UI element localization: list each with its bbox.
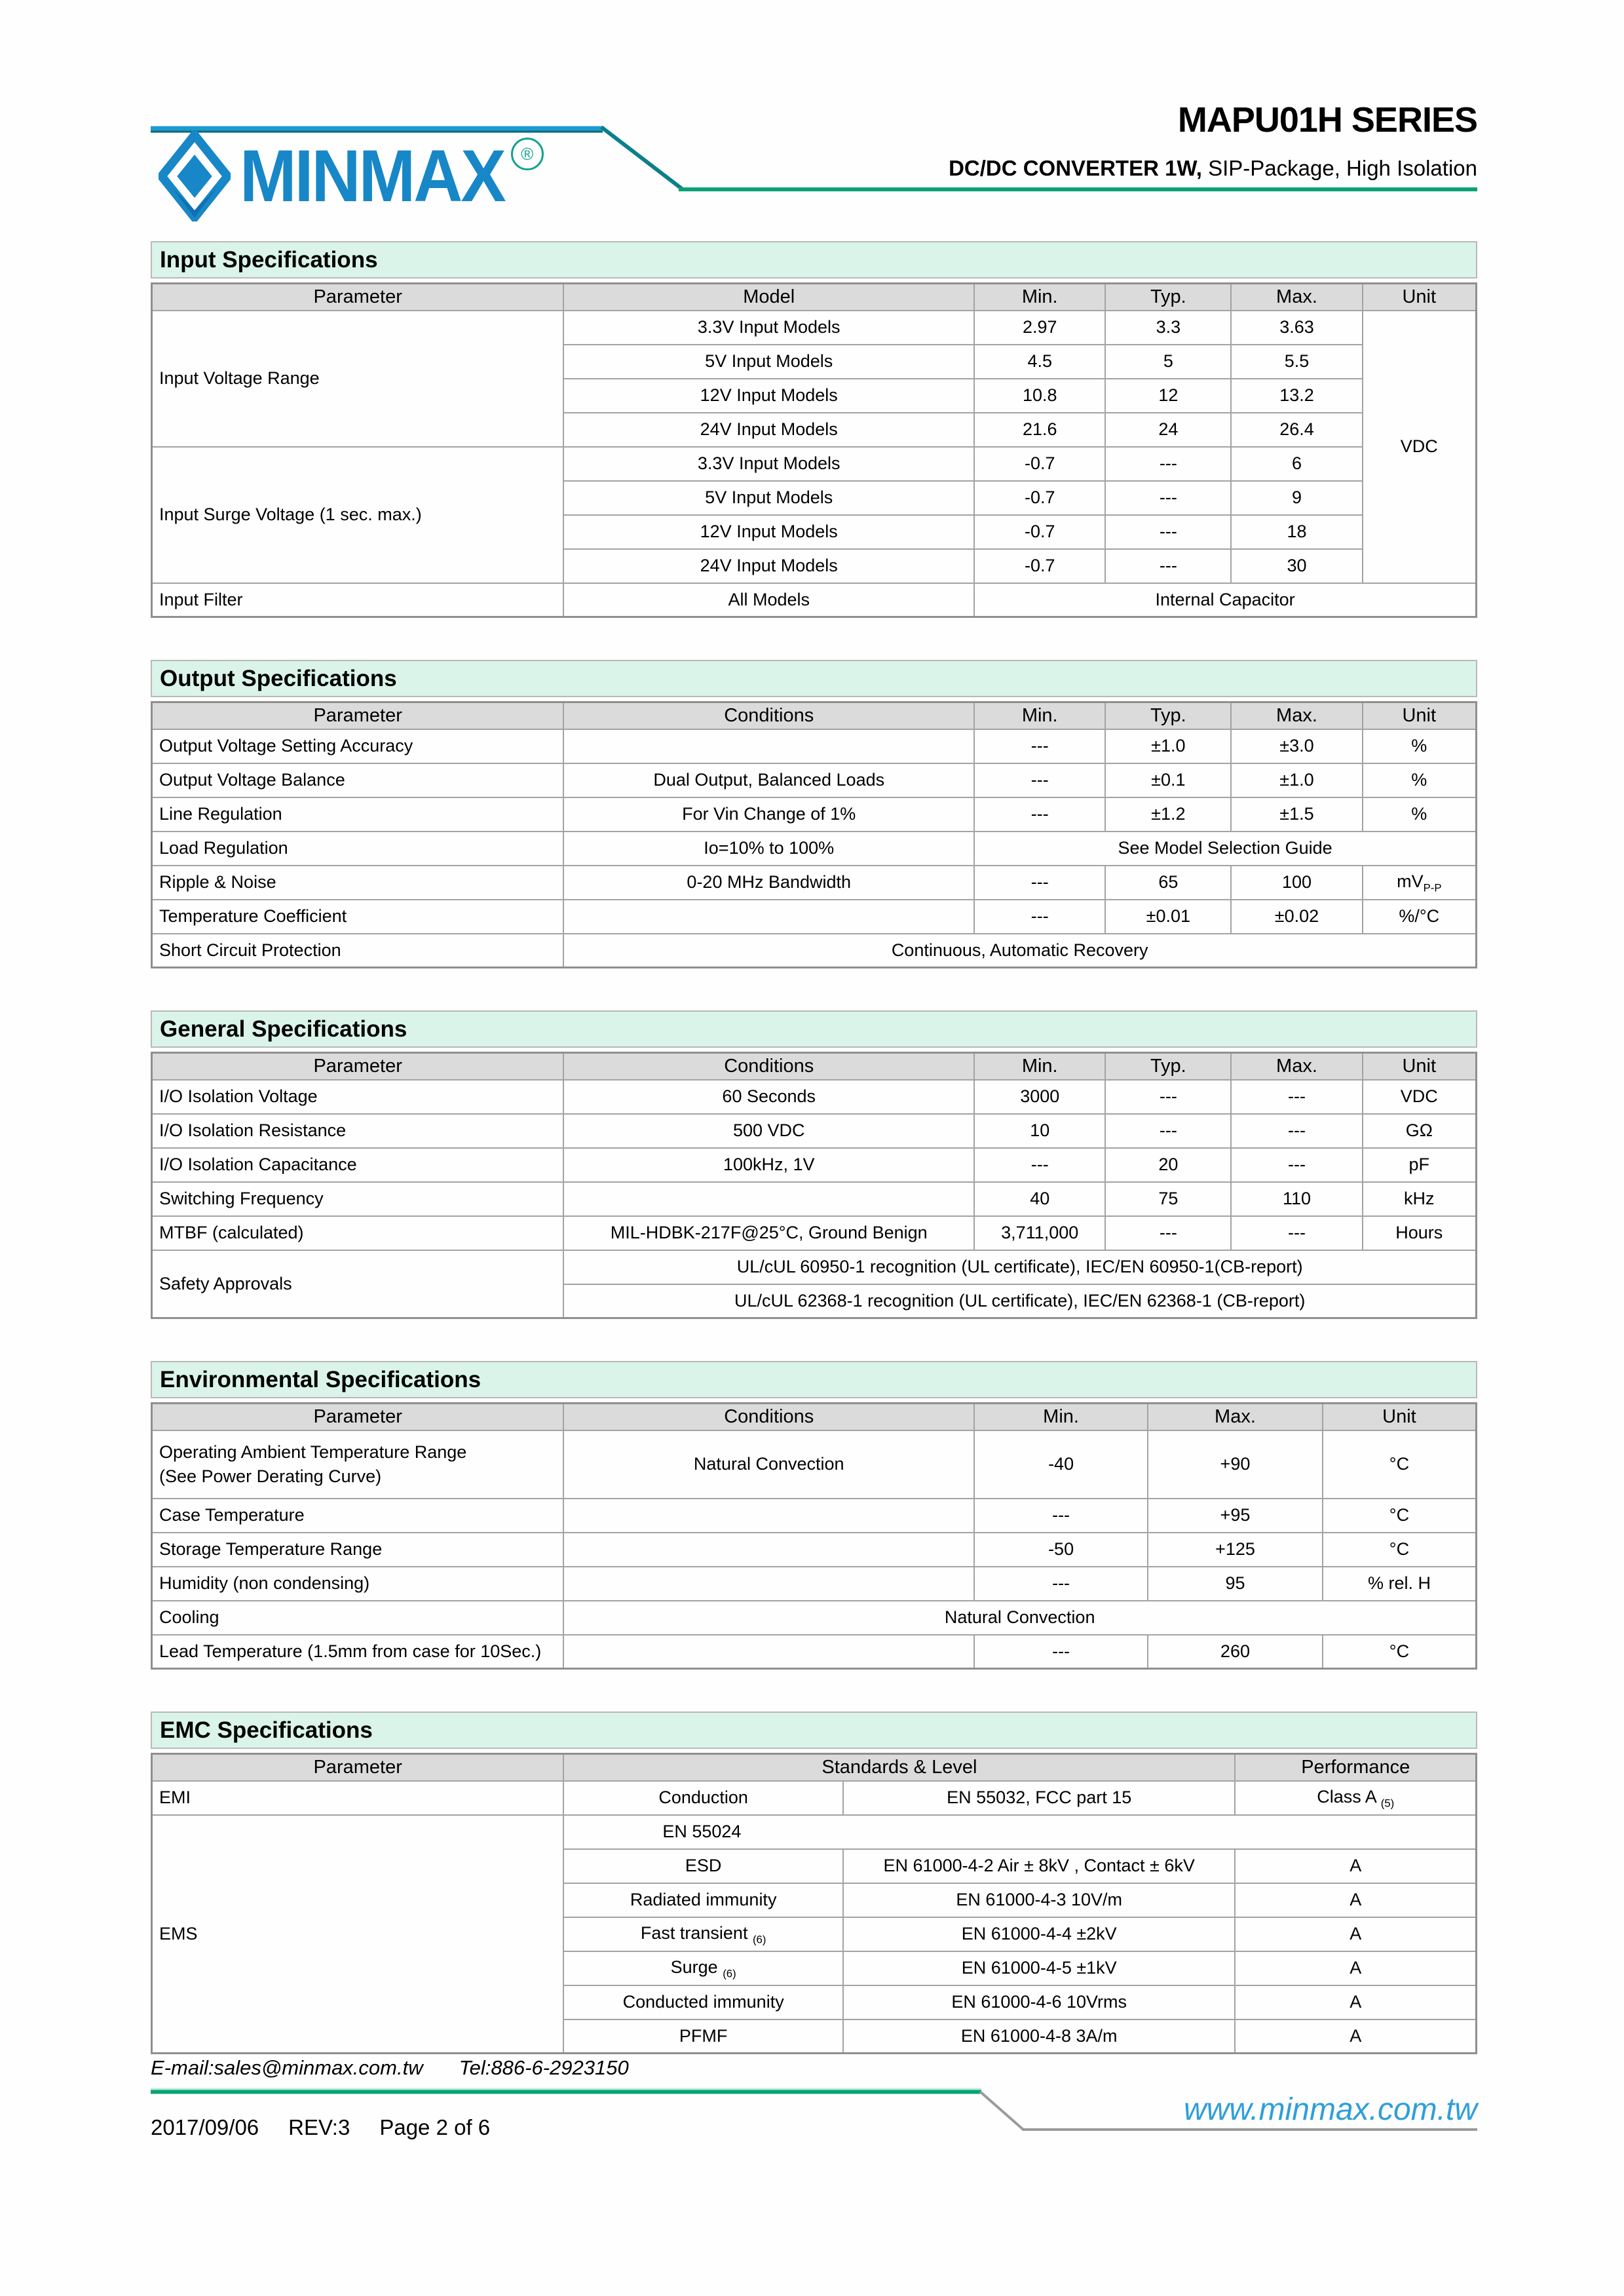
table-cell: 24 bbox=[1105, 413, 1231, 447]
table-header-row bbox=[152, 284, 1477, 311]
table-cell: kHz bbox=[1363, 1182, 1477, 1216]
table-cell bbox=[563, 900, 974, 934]
table-cell: Input Voltage Range bbox=[152, 311, 564, 447]
table-cell: 0-20 MHz Bandwidth bbox=[563, 866, 974, 900]
column-header: Model bbox=[563, 284, 974, 311]
column-header: Parameter bbox=[152, 1404, 564, 1430]
date-text: 2017/09/06 bbox=[151, 2115, 259, 2139]
table-cell: Line Regulation bbox=[152, 797, 564, 832]
input-spec-table bbox=[151, 282, 1477, 618]
table-cell: 3.3 bbox=[1105, 311, 1231, 345]
subtitle-regular: SIP-Package, High Isolation bbox=[1201, 156, 1477, 180]
table-cell: 75 bbox=[1105, 1182, 1231, 1216]
table-cell bbox=[563, 1182, 974, 1216]
table-row bbox=[152, 729, 1477, 763]
table-cell: ESD bbox=[563, 1849, 843, 1883]
table-row bbox=[152, 1430, 1477, 1499]
table-cell: % bbox=[1363, 729, 1477, 763]
table-cell: --- bbox=[974, 729, 1105, 763]
table-row bbox=[152, 1815, 1477, 1849]
table-cell: EN 61000-4-2 Air ± 8kV , Contact ± 6kV bbox=[843, 1849, 1236, 1883]
registered-trademark-icon: ® bbox=[511, 138, 544, 170]
section-title: EMC Specifications bbox=[151, 1712, 1477, 1749]
table-cell bbox=[563, 1499, 974, 1533]
table-cell: MIL-HDBK-217F@25°C, Ground Benign bbox=[563, 1216, 974, 1250]
table-cell: 6 bbox=[1231, 447, 1362, 481]
table-cell: VDC bbox=[1363, 311, 1477, 583]
email-text[interactable]: E-mail:sales@minmax.com.tw bbox=[151, 2056, 423, 2079]
table-cell: 24V Input Models bbox=[563, 549, 974, 583]
minmax-logo bbox=[159, 131, 544, 221]
column-header: Max. bbox=[1148, 1404, 1323, 1430]
table-cell: MTBF (calculated) bbox=[152, 1216, 564, 1250]
table-cell: ±1.0 bbox=[1231, 763, 1362, 797]
table-row bbox=[152, 1781, 1477, 1815]
table-cell: 10.8 bbox=[974, 379, 1105, 413]
table-cell: 5V Input Models bbox=[563, 345, 974, 379]
table-cell: --- bbox=[1105, 447, 1231, 481]
table-cell: Internal Capacitor bbox=[974, 583, 1476, 617]
table-cell: 100 bbox=[1231, 866, 1362, 900]
table-cell: Load Regulation bbox=[152, 832, 564, 866]
page-number-text: Page 2 of 6 bbox=[379, 2115, 491, 2139]
column-header: Max. bbox=[1231, 1053, 1362, 1080]
table-cell: ±0.1 bbox=[1105, 763, 1231, 797]
column-header: Parameter bbox=[152, 284, 564, 311]
table-cell: See Model Selection Guide bbox=[974, 832, 1476, 866]
table-cell: 3.63 bbox=[1231, 311, 1362, 345]
column-header: Min. bbox=[974, 284, 1105, 311]
table-cell: Hours bbox=[1363, 1216, 1477, 1250]
table-cell: Input Surge Voltage (1 sec. max.) bbox=[152, 447, 564, 583]
table-cell: 10 bbox=[974, 1114, 1105, 1148]
table-cell: Conducted immunity bbox=[563, 1985, 843, 2019]
table-cell: Storage Temperature Range bbox=[152, 1533, 564, 1567]
contact-line bbox=[151, 2056, 629, 2080]
table-cell: I/O Isolation Capacitance bbox=[152, 1148, 564, 1182]
column-header: Unit bbox=[1363, 1053, 1477, 1080]
table-cell: --- bbox=[1105, 1216, 1231, 1250]
rev-text: REV:3 bbox=[288, 2115, 350, 2139]
column-header: Min. bbox=[974, 702, 1105, 729]
table-cell: 5.5 bbox=[1231, 345, 1362, 379]
column-header: Min. bbox=[974, 1053, 1105, 1080]
table-cell: For Vin Change of 1% bbox=[563, 797, 974, 832]
table-cell: Temperature Coefficient bbox=[152, 900, 564, 934]
table-cell: EN 61000-4-6 10Vrms bbox=[843, 1985, 1236, 2019]
table-cell: 2.97 bbox=[974, 311, 1105, 345]
table-cell: --- bbox=[1105, 481, 1231, 515]
table-cell: EMS bbox=[152, 1815, 564, 2054]
table-row bbox=[152, 1114, 1477, 1148]
table-row bbox=[152, 1182, 1477, 1216]
table-header-row bbox=[152, 702, 1477, 729]
table-cell: ±1.2 bbox=[1105, 797, 1231, 832]
table-row bbox=[152, 934, 1477, 968]
output-spec-table bbox=[151, 701, 1477, 968]
table-cell: 40 bbox=[974, 1182, 1105, 1216]
section-title: General Specifications bbox=[151, 1010, 1477, 1048]
table-cell: Radiated immunity bbox=[563, 1883, 843, 1917]
table-row bbox=[152, 1567, 1477, 1601]
table-row bbox=[152, 1601, 1477, 1635]
table-cell: 5 bbox=[1105, 345, 1231, 379]
column-header: Standards & Level bbox=[563, 1754, 1235, 1781]
table-cell: Dual Output, Balanced Loads bbox=[563, 763, 974, 797]
table-cell: --- bbox=[1105, 515, 1231, 549]
brand-wordmark: MINMAX bbox=[240, 135, 504, 218]
column-header: Unit bbox=[1363, 284, 1477, 311]
table-cell: 24V Input Models bbox=[563, 413, 974, 447]
table-cell: --- bbox=[1105, 549, 1231, 583]
table-cell bbox=[563, 729, 974, 763]
section-general-specifications bbox=[151, 1010, 1477, 1319]
table-cell: A bbox=[1235, 1985, 1476, 2019]
table-cell: Output Voltage Setting Accuracy bbox=[152, 729, 564, 763]
column-header: Parameter bbox=[152, 1053, 564, 1080]
spec-content bbox=[151, 241, 1477, 2096]
section-output-specifications bbox=[151, 660, 1477, 968]
section-input-specifications bbox=[151, 241, 1477, 618]
section-emc-specifications bbox=[151, 1712, 1477, 2054]
table-row bbox=[152, 1148, 1477, 1182]
table-cell: °C bbox=[1323, 1430, 1477, 1499]
table-cell: 65 bbox=[1105, 866, 1231, 900]
table-cell: EN 61000-4-4 ±2kV bbox=[843, 1917, 1236, 1951]
table-cell: EN 55032, FCC part 15 bbox=[843, 1781, 1236, 1815]
column-header: Parameter bbox=[152, 1754, 564, 1781]
table-cell: 12V Input Models bbox=[563, 515, 974, 549]
table-cell: --- bbox=[1231, 1216, 1362, 1250]
table-cell: 3000 bbox=[974, 1080, 1105, 1114]
table-cell: --- bbox=[974, 763, 1105, 797]
table-row bbox=[152, 1635, 1477, 1669]
table-cell: EN 61000-4-3 10V/m bbox=[843, 1883, 1236, 1917]
column-header: Performance bbox=[1235, 1754, 1476, 1781]
table-cell: 12 bbox=[1105, 379, 1231, 413]
table-cell: Fast transient $_{(6)}$ bbox=[563, 1917, 843, 1951]
table-cell: +95 bbox=[1148, 1499, 1323, 1533]
table-cell: %/°C bbox=[1363, 900, 1477, 934]
table-row bbox=[152, 763, 1477, 797]
table-cell: -0.7 bbox=[974, 481, 1105, 515]
table-cell: Conduction bbox=[563, 1781, 843, 1815]
table-cell: Operating Ambient Temperature Range (See Power Derating Curve) bbox=[152, 1430, 564, 1499]
table-cell: pF bbox=[1363, 1148, 1477, 1182]
table-cell: +125 bbox=[1148, 1533, 1323, 1567]
table-cell: --- bbox=[974, 1635, 1148, 1669]
table-cell: Case Temperature bbox=[152, 1499, 564, 1533]
table-cell: ±0.01 bbox=[1105, 900, 1231, 934]
page-footer bbox=[151, 2044, 1477, 2202]
table-row bbox=[152, 866, 1477, 900]
environmental-spec-table bbox=[151, 1402, 1477, 1670]
table-cell: --- bbox=[974, 1567, 1148, 1601]
table-cell: UL/cUL 60950-1 recognition (UL certificate), IEC/EN 60950-1(CB-report) bbox=[563, 1250, 1476, 1284]
table-cell: Safety Approvals bbox=[152, 1250, 564, 1318]
table-row bbox=[152, 900, 1477, 934]
table-cell: I/O Isolation Resistance bbox=[152, 1114, 564, 1148]
table-cell: VDC bbox=[1363, 1080, 1477, 1114]
table-cell: -0.7 bbox=[974, 549, 1105, 583]
table-cell: +90 bbox=[1148, 1430, 1323, 1499]
column-header: Max. bbox=[1231, 284, 1362, 311]
table-cell: --- bbox=[974, 900, 1105, 934]
table-cell: A bbox=[1235, 1883, 1476, 1917]
table-cell: -40 bbox=[974, 1430, 1148, 1499]
table-row bbox=[152, 1250, 1477, 1284]
table-row bbox=[152, 311, 1477, 345]
page-header bbox=[151, 0, 1477, 241]
column-header: Unit bbox=[1323, 1404, 1477, 1430]
table-cell: Humidity (non condensing) bbox=[152, 1567, 564, 1601]
table-cell: All Models bbox=[563, 583, 974, 617]
column-header: Conditions bbox=[563, 1053, 974, 1080]
table-cell: Ripple & Noise bbox=[152, 866, 564, 900]
table-cell: -0.7 bbox=[974, 515, 1105, 549]
table-cell: A bbox=[1235, 1951, 1476, 1985]
product-subtitle bbox=[949, 156, 1477, 181]
table-cell: Io=10% to 100% bbox=[563, 832, 974, 866]
minmax-diamond-icon bbox=[159, 131, 231, 221]
table-row bbox=[152, 1533, 1477, 1567]
table-cell: UL/cUL 62368-1 recognition (UL certificate), IEC/EN 62368-1 (CB-report) bbox=[563, 1284, 1476, 1318]
table-cell: 21.6 bbox=[974, 413, 1105, 447]
table-cell: Output Voltage Balance bbox=[152, 763, 564, 797]
section-title: Environmental Specifications bbox=[151, 1361, 1477, 1398]
table-cell: 4.5 bbox=[974, 345, 1105, 379]
table-cell: --- bbox=[1105, 1114, 1231, 1148]
subtitle-bold: DC/DC CONVERTER 1W, bbox=[949, 156, 1202, 180]
table-cell: ±0.02 bbox=[1231, 900, 1362, 934]
table-cell: --- bbox=[1231, 1148, 1362, 1182]
column-header: Typ. bbox=[1105, 702, 1231, 729]
table-cell: Surge $_{(6)}$ bbox=[563, 1951, 843, 1985]
column-header: Conditions bbox=[563, 1404, 974, 1430]
table-cell: 60 Seconds bbox=[563, 1080, 974, 1114]
table-cell: 18 bbox=[1231, 515, 1362, 549]
table-row bbox=[152, 447, 1477, 481]
table-cell bbox=[563, 1635, 974, 1669]
table-cell: °C bbox=[1323, 1533, 1477, 1567]
section-title: Input Specifications bbox=[151, 241, 1477, 278]
table-cell: 26.4 bbox=[1231, 413, 1362, 447]
table-cell: 30 bbox=[1231, 549, 1362, 583]
table-cell: 260 bbox=[1148, 1635, 1323, 1669]
table-cell: 9 bbox=[1231, 481, 1362, 515]
table-cell: Lead Temperature (1.5mm from case for 10Sec.) bbox=[152, 1635, 564, 1669]
table-cell: % bbox=[1363, 797, 1477, 832]
table-cell: ±1.5 bbox=[1231, 797, 1362, 832]
website-link[interactable]: www.minmax.com.tw bbox=[1183, 2092, 1477, 2127]
column-header: Parameter bbox=[152, 702, 564, 729]
table-cell: -0.7 bbox=[974, 447, 1105, 481]
table-cell: °C bbox=[1323, 1499, 1477, 1533]
table-row bbox=[152, 797, 1477, 832]
table-cell: 110 bbox=[1231, 1182, 1362, 1216]
table-cell: Short Circuit Protection bbox=[152, 934, 564, 968]
table-cell: % rel. H bbox=[1323, 1567, 1477, 1601]
table-row bbox=[152, 1499, 1477, 1533]
table-header-row bbox=[152, 1754, 1477, 1781]
column-header: Conditions bbox=[563, 702, 974, 729]
revision-line bbox=[151, 2115, 519, 2140]
section-environmental-specifications bbox=[151, 1361, 1477, 1670]
table-cell: --- bbox=[974, 1499, 1148, 1533]
section-title: Output Specifications bbox=[151, 660, 1477, 697]
table-row bbox=[152, 1216, 1477, 1250]
table-cell: % bbox=[1363, 763, 1477, 797]
table-cell: --- bbox=[1105, 1080, 1231, 1114]
table-cell: Natural Convection bbox=[563, 1601, 1476, 1635]
table-cell: 12V Input Models bbox=[563, 379, 974, 413]
table-cell: Cooling bbox=[152, 1601, 564, 1635]
table-cell: EMI bbox=[152, 1781, 564, 1815]
table-cell bbox=[563, 1567, 974, 1601]
general-spec-table bbox=[151, 1052, 1477, 1319]
table-cell: Natural Convection bbox=[563, 1430, 974, 1499]
table-row bbox=[152, 832, 1477, 866]
table-cell: 3.3V Input Models bbox=[563, 311, 974, 345]
table-row bbox=[152, 1080, 1477, 1114]
table-header-row bbox=[152, 1053, 1477, 1080]
table-header-row bbox=[152, 1404, 1477, 1430]
table-cell bbox=[563, 1533, 974, 1567]
table-cell: 5V Input Models bbox=[563, 481, 974, 515]
table-cell: 20 bbox=[1105, 1148, 1231, 1182]
tel-text: Tel:886-6-2923150 bbox=[459, 2056, 629, 2079]
table-cell: 13.2 bbox=[1231, 379, 1362, 413]
table-cell: A bbox=[1235, 1917, 1476, 1951]
table-cell: Input Filter bbox=[152, 583, 564, 617]
column-header: Min. bbox=[974, 1404, 1148, 1430]
table-cell: --- bbox=[974, 1148, 1105, 1182]
series-title: MAPU01H SERIES bbox=[1177, 100, 1477, 140]
table-cell: 95 bbox=[1148, 1567, 1323, 1601]
table-cell: $mV_{P-P}$ bbox=[1363, 866, 1477, 900]
table-cell: EN 61000-4-8 3A/m bbox=[843, 2019, 1236, 2054]
table-cell: °C bbox=[1323, 1635, 1477, 1669]
table-cell: --- bbox=[974, 797, 1105, 832]
table-cell: 500 VDC bbox=[563, 1114, 974, 1148]
table-row bbox=[152, 583, 1477, 617]
table-cell: 3.3V Input Models bbox=[563, 447, 974, 481]
table-cell: 100kHz, 1V bbox=[563, 1148, 974, 1182]
table-cell: Switching Frequency bbox=[152, 1182, 564, 1216]
table-cell: I/O Isolation Voltage bbox=[152, 1080, 564, 1114]
table-cell: EN 61000-4-5 ±1kV bbox=[843, 1951, 1236, 1985]
table-cell: EN 55024 bbox=[563, 1815, 1476, 1849]
column-header: Unit bbox=[1363, 702, 1477, 729]
table-cell: A bbox=[1235, 1849, 1476, 1883]
table-cell: A bbox=[1235, 2019, 1476, 2054]
table-cell: ±3.0 bbox=[1231, 729, 1362, 763]
table-cell: Class A $_{(5)}$ bbox=[1235, 1781, 1476, 1815]
table-cell: -50 bbox=[974, 1533, 1148, 1567]
column-header: Max. bbox=[1231, 702, 1362, 729]
table-cell: ±1.0 bbox=[1105, 729, 1231, 763]
table-cell: --- bbox=[1231, 1114, 1362, 1148]
table-cell: --- bbox=[1231, 1080, 1362, 1114]
table-cell: PFMF bbox=[563, 2019, 843, 2054]
table-cell: Continuous, Automatic Recovery bbox=[563, 934, 1476, 968]
table-cell: 3,711,000 bbox=[974, 1216, 1105, 1250]
table-cell: --- bbox=[974, 866, 1105, 900]
column-header: Typ. bbox=[1105, 284, 1231, 311]
emc-spec-table bbox=[151, 1753, 1477, 2054]
table-cell: GΩ bbox=[1363, 1114, 1477, 1148]
column-header: Typ. bbox=[1105, 1053, 1231, 1080]
